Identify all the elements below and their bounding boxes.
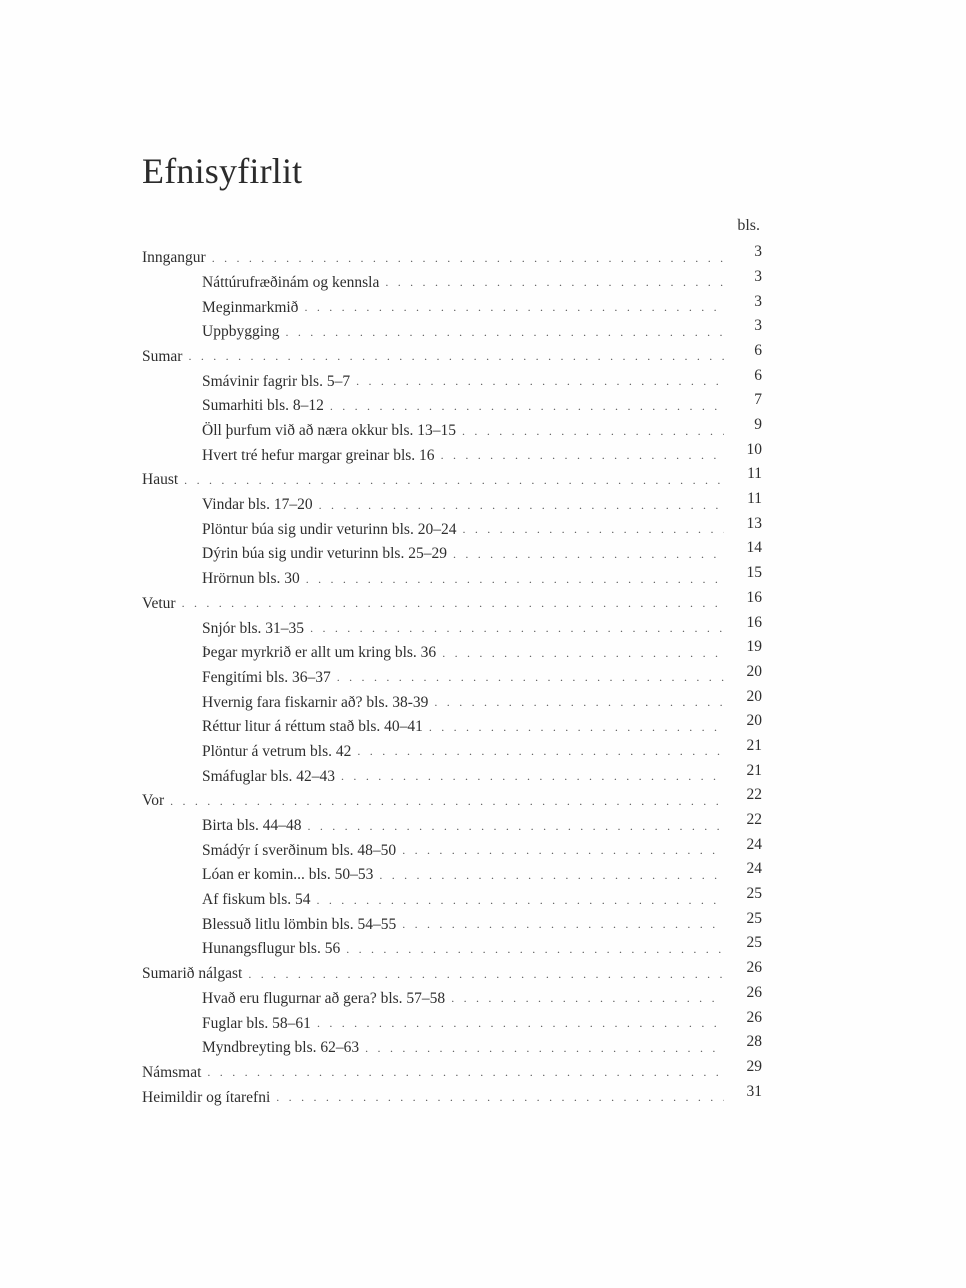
toc-subsection-row [142,290,762,315]
dot-leader [182,597,724,611]
toc-subsection-row [142,685,762,710]
toc-subsection-row [142,488,762,513]
toc-subsection-row [142,661,762,686]
toc-subsection-row [142,809,762,834]
toc-subsection-row [142,414,762,439]
toc-entry-title: Sumarið nálgast [142,965,243,983]
toc-subsection-row [142,710,762,735]
toc-entry-page-number: 3 [754,243,762,261]
toc-entry-title: Fengitími bls. 36–37 [202,668,331,686]
toc-entry-title: Haust [142,471,179,489]
toc-section-row [142,784,762,809]
dot-leader [341,770,724,784]
toc-entry-title: Námsmat [142,1063,202,1081]
dot-leader [462,425,724,439]
toc-entry-page-number: 6 [754,366,762,384]
toc-entry-title: Hvert tré hefur margar greinar bls. 16 [202,446,435,464]
toc-entry-page-number: 13 [746,514,762,532]
toc-entry-page-number: 19 [746,638,762,656]
toc-subsection-row [142,858,762,883]
dot-leader [330,400,724,414]
toc-entry-page-number: 24 [746,835,762,853]
toc-entry-page-number: 11 [747,465,762,483]
toc-entry-page-number: 10 [746,440,762,458]
toc-entry-page-number: 24 [746,860,762,878]
toc-entry-page-number: 20 [746,687,762,705]
dot-leader [286,326,725,340]
toc-subsection-row [142,1031,762,1056]
toc-subsection-row [142,834,762,859]
dot-leader [434,696,724,710]
toc-entry-title: Heimildir og ítarefni [142,1088,271,1106]
toc-subsection-row [142,1006,762,1031]
toc-entry-title: Öll þurfum við að næra okkur bls. 13–15 [202,422,457,439]
toc-entry-title: Réttur litur á réttum stað bls. 40–41 [202,718,423,736]
table-of-contents [142,241,762,1105]
dot-leader [276,1091,724,1105]
toc-entry-page-number: 9 [754,416,762,433]
toc-subsection-row [142,636,762,661]
toc-entry-title: Inngangur [142,249,206,267]
toc-entry-page-number: 20 [746,662,762,680]
toc-entry-title: Smáfuglar bls. 42–43 [202,767,336,785]
dot-leader [441,449,724,463]
dot-leader [317,894,725,908]
toc-subsection-row [142,537,762,562]
toc-subsection-row [142,982,762,1007]
dot-leader [310,622,724,636]
toc-entry-title: Vindar bls. 17–20 [202,496,313,514]
dot-leader [357,745,724,759]
toc-entry-page-number: 3 [754,292,762,310]
toc-entry-page-number: 3 [754,317,762,335]
toc-entry-title: Plöntur búa sig undir veturinn bls. 20–24 [202,520,457,538]
toc-entry-page-number: 26 [746,959,762,977]
toc-entry-page-number: 28 [746,1033,762,1051]
toc-subsection-row [142,513,762,538]
toc-subsection-row [142,439,762,464]
toc-subsection-row [142,266,762,291]
toc-section-row [142,1056,762,1081]
toc-entry-page-number: 26 [746,983,762,1001]
toc-entry-title: Blessuð litlu lömbin bls. 54–55 [202,915,397,933]
toc-entry-page-number: 26 [746,1008,762,1026]
dot-leader [385,276,724,290]
dot-leader [462,523,724,537]
dot-leader [170,795,724,809]
toc-entry-title: Lóan er komin... bls. 50–53 [202,866,374,884]
toc-subsection-row [142,932,762,957]
dot-leader [317,1017,724,1031]
toc-entry-page-number: 21 [746,761,762,779]
toc-entry-title: Myndbreyting bls. 62–63 [202,1039,360,1057]
toc-subsection-row [142,364,762,389]
toc-section-row [142,241,762,266]
toc-entry-page-number: 25 [746,909,762,927]
page-number-column-header: bls. [737,217,760,234]
toc-subsection-row [142,759,762,784]
dot-leader [442,647,724,661]
toc-entry-title: Dýrin búa sig undir veturinn bls. 25–29 [202,545,447,563]
toc-entry-title: Fuglar bls. 58–61 [202,1014,311,1032]
toc-section-row [142,463,762,488]
toc-entry-title: Vetur [142,594,176,612]
toc-entry-page-number: 29 [746,1057,762,1075]
toc-entry-title: Af fiskum bls. 54 [202,891,311,909]
dot-leader [379,869,724,883]
page-title: Efnisyfirlit [142,151,303,191]
toc-entry-page-number: 14 [746,539,762,557]
toc-entry-page-number: 25 [746,934,762,952]
toc-subsection-row [142,315,762,340]
toc-entry-page-number: 22 [746,811,762,828]
dot-leader [212,252,724,266]
dot-leader [365,1042,724,1056]
dot-leader [402,918,724,932]
toc-entry-title: Snjór bls. 31–35 [202,619,305,637]
toc-entry-page-number: 15 [746,564,762,582]
dot-leader [306,573,724,587]
dot-leader [402,844,724,858]
toc-entry-page-number: 21 [746,736,762,754]
toc-entry-title: Þegar myrkrið er allt um kring bls. 36 [202,644,437,662]
toc-entry-title: Meginmarkmið [202,298,299,316]
dot-leader [429,721,724,735]
toc-entry-title: Hvernig fara fiskarnir að? bls. 38-39 [202,693,429,711]
toc-subsection-row [142,883,762,908]
dot-leader [188,350,724,364]
dot-leader [319,499,724,513]
toc-entry-title: Smádýr í sverðinum bls. 48–50 [202,841,397,859]
toc-entry-page-number: 20 [746,712,762,730]
toc-entry-title: Birta bls. 44–48 [202,817,302,834]
toc-section-row [142,957,762,982]
toc-section-row [142,340,762,365]
dot-leader [304,301,724,315]
toc-entry-page-number: 31 [746,1082,762,1100]
toc-entry-page-number: 11 [747,490,762,508]
toc-subsection-row [142,389,762,414]
dot-leader [451,992,724,1006]
toc-entry-page-number: 25 [746,885,762,903]
dot-leader [337,671,724,685]
toc-section-row [142,587,762,612]
toc-entry-page-number: 16 [746,613,762,631]
dot-leader [307,820,724,834]
toc-subsection-row [142,611,762,636]
toc-section-row [142,1080,762,1105]
dot-leader [184,474,724,488]
toc-entry-title: Smávinir fagrir bls. 5–7 [202,372,351,390]
toc-entry-page-number: 22 [746,786,762,804]
toc-entry-title: Hvað eru flugurnar að gera? bls. 57–58 [202,989,446,1007]
toc-subsection-row [142,562,762,587]
toc-subsection-row [142,908,762,933]
dot-leader [356,375,724,389]
toc-entry-title: Sumarhiti bls. 8–12 [202,397,324,415]
toc-entry-title: Uppbygging [202,323,280,341]
toc-entry-page-number: 7 [754,391,762,409]
toc-entry-page-number: 16 [746,588,762,606]
toc-entry-title: Plöntur á vetrum bls. 42 [202,742,352,760]
toc-entry-page-number: 3 [754,267,762,285]
toc-entry-title: Hunangsflugur bls. 56 [202,940,341,958]
toc-entry-title: Sumar [142,347,183,365]
toc-entry-title: Hrörnun bls. 30 [202,570,300,588]
dot-leader [248,968,724,982]
dot-leader [207,1066,724,1080]
toc-subsection-row [142,735,762,760]
dot-leader [346,943,724,957]
dot-leader [453,548,724,562]
toc-entry-page-number: 6 [754,341,762,359]
toc-entry-title: Náttúrufræðinám og kennsla [202,273,380,291]
toc-entry-title: Vor [142,792,165,810]
